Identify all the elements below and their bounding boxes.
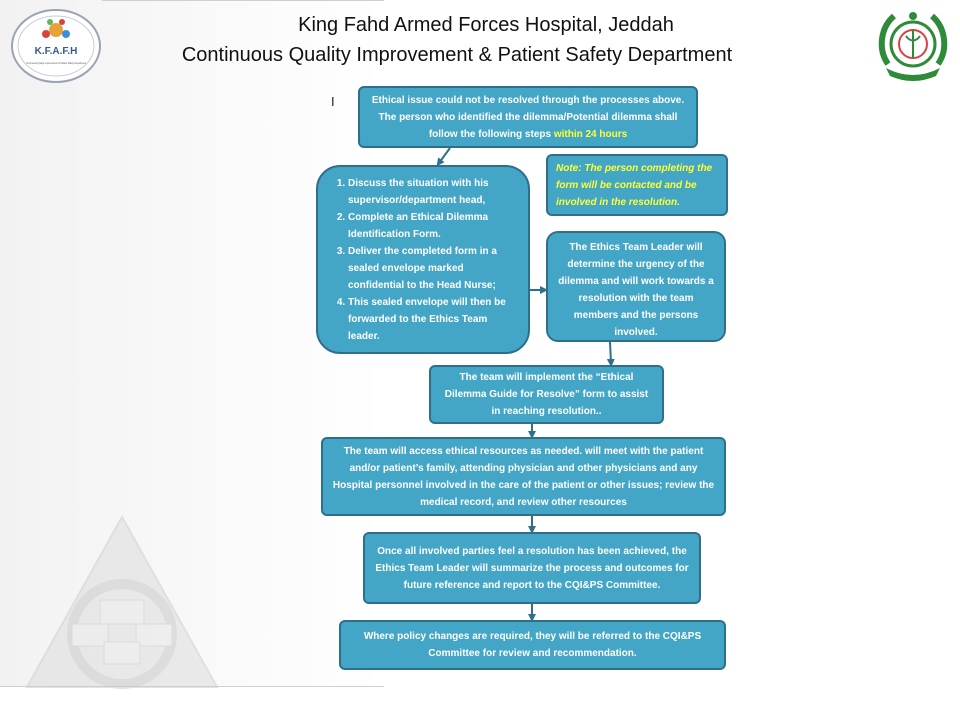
steps-list <box>334 175 518 345</box>
list-item: 3. Deliver the completed form in a sealed envelope marked confidential to the Head Nurse; <box>348 243 518 294</box>
list-item: 4. This sealed envelope will then be forwarded to the Ethics Team leader. <box>348 294 518 345</box>
team-leader-box <box>546 231 726 342</box>
watermark-triangle-icon <box>22 512 222 692</box>
summarize-text: Once all involved parties feel a resolution has been achieved, the Ethics Team Leader will summarize the process and outcomes for future reference and report to the CQI&PS Committee. <box>375 545 689 591</box>
policy-text: Where policy changes are required, they will be referred to the CQI&PS Committee for review and recommendation. <box>363 631 702 659</box>
step-intro-box <box>358 86 698 148</box>
list-item: 1. Discuss the situation with his supervisor/department head, <box>348 175 518 209</box>
implement-text: The team will implement the “Ethical Dilemma Guide for Resolve” form to assist in reaching resolution.. <box>444 372 649 417</box>
team-leader-text: The Ethics Team Leader will determine the urgency of the dilemma and will work towards a resolution with the team members and the persons involved. <box>558 242 714 338</box>
summarize-box <box>363 532 701 604</box>
steps-list-box <box>316 165 530 354</box>
step-intro-text: Ethical issue could not be resolved through the processes above. The person who identified the dilemma/Potential dilemma shall follow the following steps <box>371 94 685 140</box>
hospital-title: King Fahd Armed Forces Hospital, Jeddah <box>298 14 674 36</box>
logo-left-text: K.F.A.F.H <box>34 46 78 57</box>
list-item: 2. Complete an Ethical Dilemma Identification Form. <box>348 209 518 243</box>
department-title: Continuous Quality Improvement & Patient Safety Department <box>181 44 733 66</box>
arrow-leader-to-implement <box>610 342 611 363</box>
arrow-intro-to-steps <box>439 148 450 163</box>
stray-mark: I <box>331 94 335 109</box>
implement-box <box>429 365 664 424</box>
access-resources-text: The team will access ethical resources as needed. will meet with the patient and/or patient’s family, attending physician and other physicians and any Hospital personnel involved in the care of the patient or other issues; review the medical record, and review other resources <box>332 445 715 508</box>
note-text: Note: The person completing the form will be contacted and be involved in the resolution. <box>556 162 713 208</box>
step-intro-highlight: within 24 hours <box>553 128 628 140</box>
logo-left-subtitle: Continuous Quality Improvement & Patient Safety Department <box>26 61 87 65</box>
policy-box <box>339 620 726 670</box>
top-divider <box>102 0 384 1</box>
access-resources-box <box>321 437 726 516</box>
note-box <box>546 154 728 216</box>
